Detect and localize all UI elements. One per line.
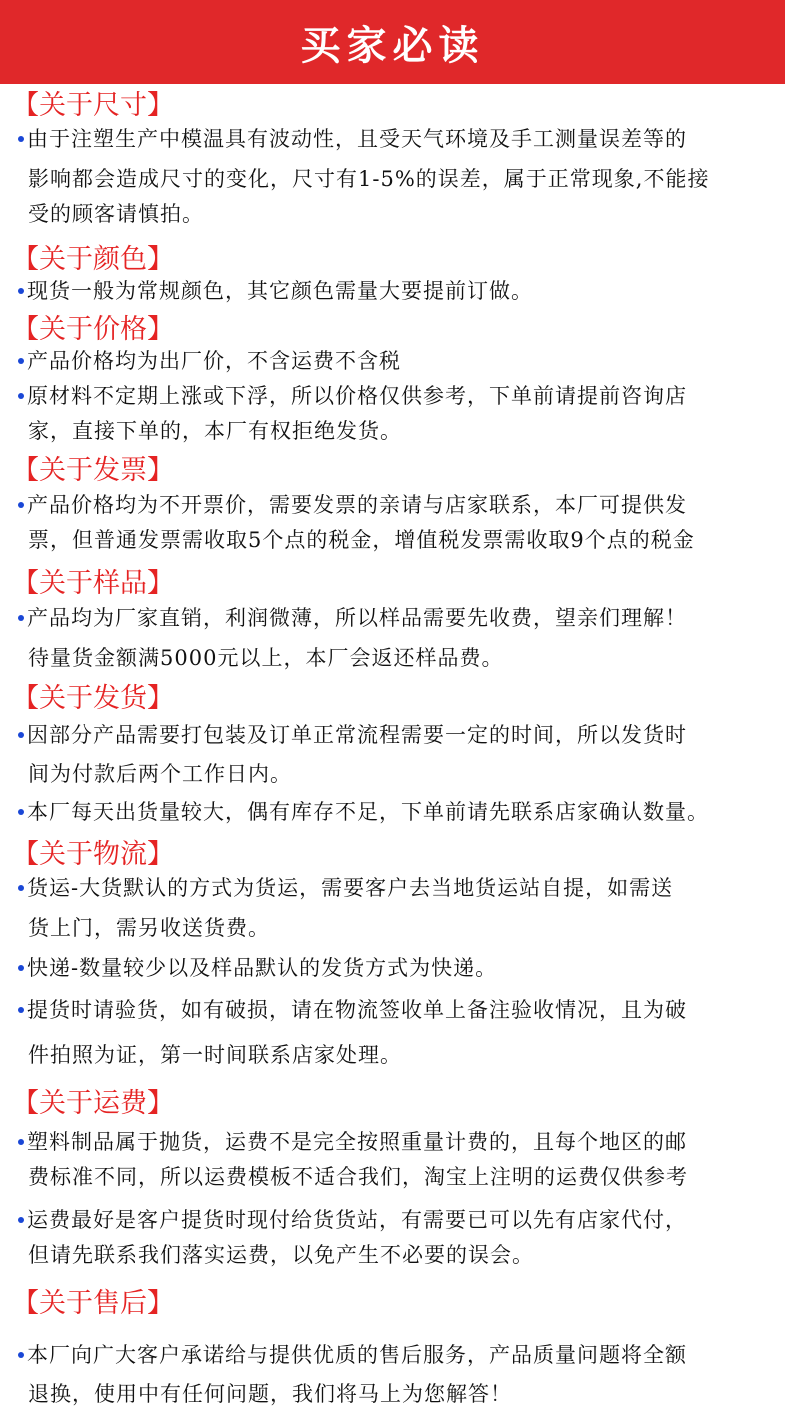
bullet-item [18, 601, 687, 635]
bullet-text: 费标准不同，所以运费模板不适合我们，淘宝上注明的运费仅供参考 [28, 1165, 688, 1189]
bracket-right: 】 [147, 90, 174, 121]
section-heading-text: 关于样品 [39, 568, 147, 599]
bracket-right: 】 [147, 244, 174, 275]
bullet-item-continuation [28, 1038, 402, 1072]
bracket-right: 】 [147, 568, 174, 599]
bullet-dot-icon [18, 809, 24, 815]
bullet-item-continuation [28, 523, 695, 557]
bullet-text: 由于注塑生产中模温具有波动性，且受天气环境及手工测量误差等的 [27, 127, 687, 151]
bracket-right: 】 [147, 314, 174, 345]
bullet-text: 快递-数量较少以及样品默认的发货方式为快递。 [27, 956, 498, 980]
bullet-dot-icon [18, 1217, 24, 1223]
bullet-item [18, 951, 497, 985]
bullet-text: 影响都会造成尺寸的变化，尺寸有1-5%的误差，属于正常现象,不能接 [28, 167, 710, 191]
bullet-item [18, 871, 673, 905]
bullet-text: 产品价格均为不开票价，需要发票的亲请与店家联系，本厂可提供发 [27, 493, 687, 517]
bracket-right: 】 [147, 839, 174, 870]
bullet-dot-icon [18, 358, 24, 364]
bullet-dot-icon [18, 1139, 24, 1145]
section-heading-text: 关于价格 [39, 314, 147, 345]
bullet-dot-icon [18, 502, 24, 508]
bullet-dot-icon [18, 1007, 24, 1013]
section-heading [12, 567, 174, 601]
bullet-item [18, 1125, 687, 1159]
bullet-item-continuation [28, 1238, 534, 1272]
bullet-item-continuation [28, 162, 709, 196]
bullet-text: 塑料制品属于抛货，运费不是完全按照重量计费的，且每个地区的邮 [27, 1130, 687, 1154]
section-heading-text: 关于售后 [39, 1288, 147, 1319]
section-heading [12, 243, 174, 277]
bullet-text: 产品价格均为出厂价，不含运费不含税 [27, 349, 401, 373]
bracket-left: 【 [12, 314, 39, 345]
bullet-item-continuation [28, 757, 292, 791]
bullet-item [18, 379, 687, 413]
bullet-item [18, 795, 709, 829]
bullet-text: 票，但普通发票需收取5个点的税金，增值税发票需收取9个点的税金 [28, 528, 695, 552]
bullet-text: 现货一般为常规颜色，其它颜色需量大要提前订做。 [27, 279, 533, 303]
bullet-dot-icon [18, 732, 24, 738]
bullet-text: 待量货金额满5000元以上，本厂会返还样品费。 [28, 646, 504, 670]
bracket-left: 【 [12, 244, 39, 275]
bullet-item [18, 1338, 687, 1372]
bullet-dot-icon [18, 1352, 24, 1358]
bracket-left: 【 [12, 839, 39, 870]
section-heading [12, 1087, 174, 1121]
bullet-item [18, 1203, 687, 1237]
bullet-text: 运费最好是客户提货时现付给货货站，有需要已可以先有店家代付， [27, 1208, 687, 1232]
bullet-item [18, 274, 533, 308]
bullet-item [18, 122, 687, 156]
bullet-text: 退换，使用中有任何问题，我们将马上为您解答！ [28, 1382, 512, 1406]
bracket-left: 【 [12, 568, 39, 599]
bracket-right: 】 [147, 455, 174, 486]
bullet-item-continuation [28, 641, 503, 675]
bullet-item-continuation [28, 1160, 688, 1194]
bullet-item-continuation [28, 414, 402, 448]
bullet-text: 家，直接下单的，本厂有权拒绝发货。 [28, 419, 402, 443]
title-banner [0, 0, 785, 84]
bullet-text: 货上门，需另收送货费。 [28, 916, 270, 940]
bracket-left: 【 [12, 683, 39, 714]
bullet-text: 提货时请验货，如有破损，请在物流签收单上备注验收情况，且为破 [27, 998, 687, 1022]
page-title: 买家必读 [300, 21, 485, 69]
section-heading [12, 454, 174, 488]
bullet-text: 间为付款后两个工作日内。 [28, 762, 292, 786]
bullet-dot-icon [18, 288, 24, 294]
section-heading [12, 313, 174, 347]
bullet-text: 因部分产品需要打包装及订单正常流程需要一定的时间，所以发货时 [27, 723, 687, 747]
section-heading-text: 关于运费 [39, 1088, 147, 1119]
bracket-right: 】 [147, 1088, 174, 1119]
bracket-left: 【 [12, 1088, 39, 1119]
bracket-left: 【 [12, 90, 39, 121]
bullet-text: 件拍照为证，第一时间联系店家处理。 [28, 1043, 402, 1067]
bullet-item [18, 344, 401, 378]
bracket-right: 】 [147, 1288, 174, 1319]
bullet-text: 货运-大货默认的方式为货运，需要客户去当地货运站自提，如需送 [27, 876, 674, 900]
section-heading-text: 关于发货 [39, 683, 147, 714]
bullet-dot-icon [18, 965, 24, 971]
bracket-left: 【 [12, 455, 39, 486]
bracket-right: 】 [147, 683, 174, 714]
bullet-dot-icon [18, 393, 24, 399]
section-heading-text: 关于发票 [39, 455, 147, 486]
bullet-dot-icon [18, 885, 24, 891]
bullet-text: 但请先联系我们落实运费，以免产生不必要的误会。 [28, 1243, 534, 1267]
section-heading [12, 1287, 174, 1321]
bullet-item-continuation [28, 197, 204, 231]
bullet-item [18, 718, 687, 752]
bracket-left: 【 [12, 1288, 39, 1319]
section-heading-text: 关于物流 [39, 839, 147, 870]
bullet-item-continuation [28, 1377, 512, 1411]
section-heading-text: 关于颜色 [39, 244, 147, 275]
bullet-text: 产品均为厂家直销，利润微薄，所以样品需要先收费，望亲们理解！ [27, 606, 687, 630]
bullet-item [18, 488, 687, 522]
bullet-item-continuation [28, 911, 270, 945]
bullet-text: 原材料不定期上涨或下浮，所以价格仅供参考，下单前请提前咨询店 [27, 384, 687, 408]
bullet-item [18, 993, 687, 1027]
bullet-text: 本厂向广大客户承诺给与提供优质的售后服务，产品质量问题将全额 [27, 1343, 687, 1367]
bullet-text: 本厂每天出货量较大，偶有库存不足，下单前请先联系店家确认数量。 [27, 800, 709, 824]
bullet-text: 受的顾客请慎拍。 [28, 202, 204, 226]
section-heading [12, 89, 174, 123]
section-heading [12, 838, 174, 872]
section-heading [12, 682, 174, 716]
section-heading-text: 关于尺寸 [39, 90, 147, 121]
bullet-dot-icon [18, 615, 24, 621]
bullet-dot-icon [18, 136, 24, 142]
